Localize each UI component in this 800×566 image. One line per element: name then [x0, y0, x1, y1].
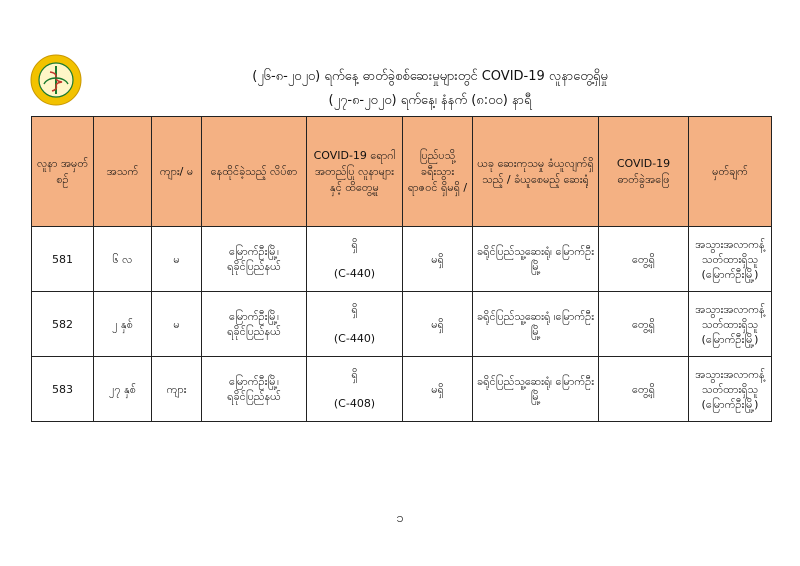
contact-code: (C-440): [333, 332, 376, 345]
page-number: ၁: [396, 511, 404, 526]
cell-age: ၆ လ: [94, 227, 152, 292]
cell-age: ၂ နှစ်: [94, 292, 152, 357]
contact-code: (C-408): [333, 397, 376, 410]
cell-sex: မ: [152, 227, 202, 292]
table-row: [32, 292, 772, 357]
cell-result: တွေ့ရှိ: [599, 227, 689, 292]
header-remark: မှတ်ချက်: [689, 117, 772, 227]
cell-result: တွေ့ရှိ: [599, 357, 689, 422]
table-row: [32, 227, 772, 292]
header-contact: COVID-19 ရောဂါ အတည်ပြု လူနာများနှင့် ထိတွေ့မှု: [307, 117, 403, 227]
cell-hospital: ခရိုင်ပြည်သူ့ဆေးရုံ ၊မြောက်ဦးမြို့: [473, 292, 599, 357]
cell-result: တွေ့ရှိ: [599, 292, 689, 357]
contact-code: (C-440): [333, 267, 376, 280]
header-age: အသက်: [94, 117, 152, 227]
cell-hospital: ခရိုင်ပြည်သူ့ဆေးရုံ၊ မြောက်ဦးမြို့: [473, 357, 599, 422]
header-sex: ကျား/ မ: [152, 117, 202, 227]
cell-contact: [307, 292, 403, 357]
report-datetime: (၂၇-၈-၂၀၂၀) ရက်နေ့၊ နံနက် (၈:၀၀) နာရီ: [328, 93, 532, 108]
contact-status: ရှိ: [351, 303, 358, 316]
cell-remark: အသွားအလာကန့် သတ်ထားရှိသူ (မြောက်ဦးမြို့): [689, 357, 772, 422]
cell-remark: အသွားအလာကန့် သတ်ထားရှိသူ (မြောက်ဦးမြို့): [689, 227, 772, 292]
cell-remark: အသွားအလာကန့် သတ်ထားရှိသူ (မြောက်ဦးမြို့): [689, 292, 772, 357]
cell-sex: မ: [152, 292, 202, 357]
cell-address: မြောက်ဦးမြို့၊ ရခိုင်ပြည်နယ်: [202, 227, 307, 292]
cell-patient-no: 583: [32, 357, 94, 422]
cell-hospital: ခရိုင်ပြည်သူ့ဆေးရုံ၊ မြောက်ဦးမြို့: [473, 227, 599, 292]
cell-contact: [307, 227, 403, 292]
cell-contact: [307, 357, 403, 422]
contact-status: ရှိ: [351, 238, 358, 251]
header-travel: ပြည်ပသို့ ခရီးသွား ရာဇဝင် ရှိမရှိ /: [403, 117, 473, 227]
header-result: COVID-19 ဓာတ်ခွဲအဖြေ: [599, 117, 689, 227]
report-title: (၂၆-၈-၂၀၂၀) ရက်နေ့ ဓာတ်ခွဲစစ်ဆေးမှုများတွင် COVID-19 လူနာတွေ့ရှိမှု: [252, 69, 608, 84]
header-hospital: ယခု ဆေးကုသမှု ခံယူလျက်ရှိသည့် / ခံယူစေမည့် ဆေးရုံ: [473, 117, 599, 227]
table-row: [32, 357, 772, 422]
cell-address: မြောက်ဦးမြို့၊ ရခိုင်ပြည်နယ်: [202, 292, 307, 357]
covid-cases-table: [31, 116, 772, 422]
table-header-row: [32, 117, 772, 227]
contact-status: ရှိ: [351, 368, 358, 381]
cell-patient-no: 581: [32, 227, 94, 292]
ministry-seal-icon: [30, 54, 82, 106]
cell-travel: မရှိ: [403, 227, 473, 292]
cell-age: ၂၇ နှစ်: [94, 357, 152, 422]
cell-address: မြောက်ဦးမြို့၊ ရခိုင်ပြည်နယ်: [202, 357, 307, 422]
cell-patient-no: 582: [32, 292, 94, 357]
cell-sex: ကျား: [152, 357, 202, 422]
cell-travel: မရှိ: [403, 292, 473, 357]
header-address: နေထိုင်ခဲ့သည့် လိပ်စာ: [202, 117, 307, 227]
header-patient-no: လူနာ အမှတ် စဉ်: [32, 117, 94, 227]
cell-travel: မရှိ: [403, 357, 473, 422]
